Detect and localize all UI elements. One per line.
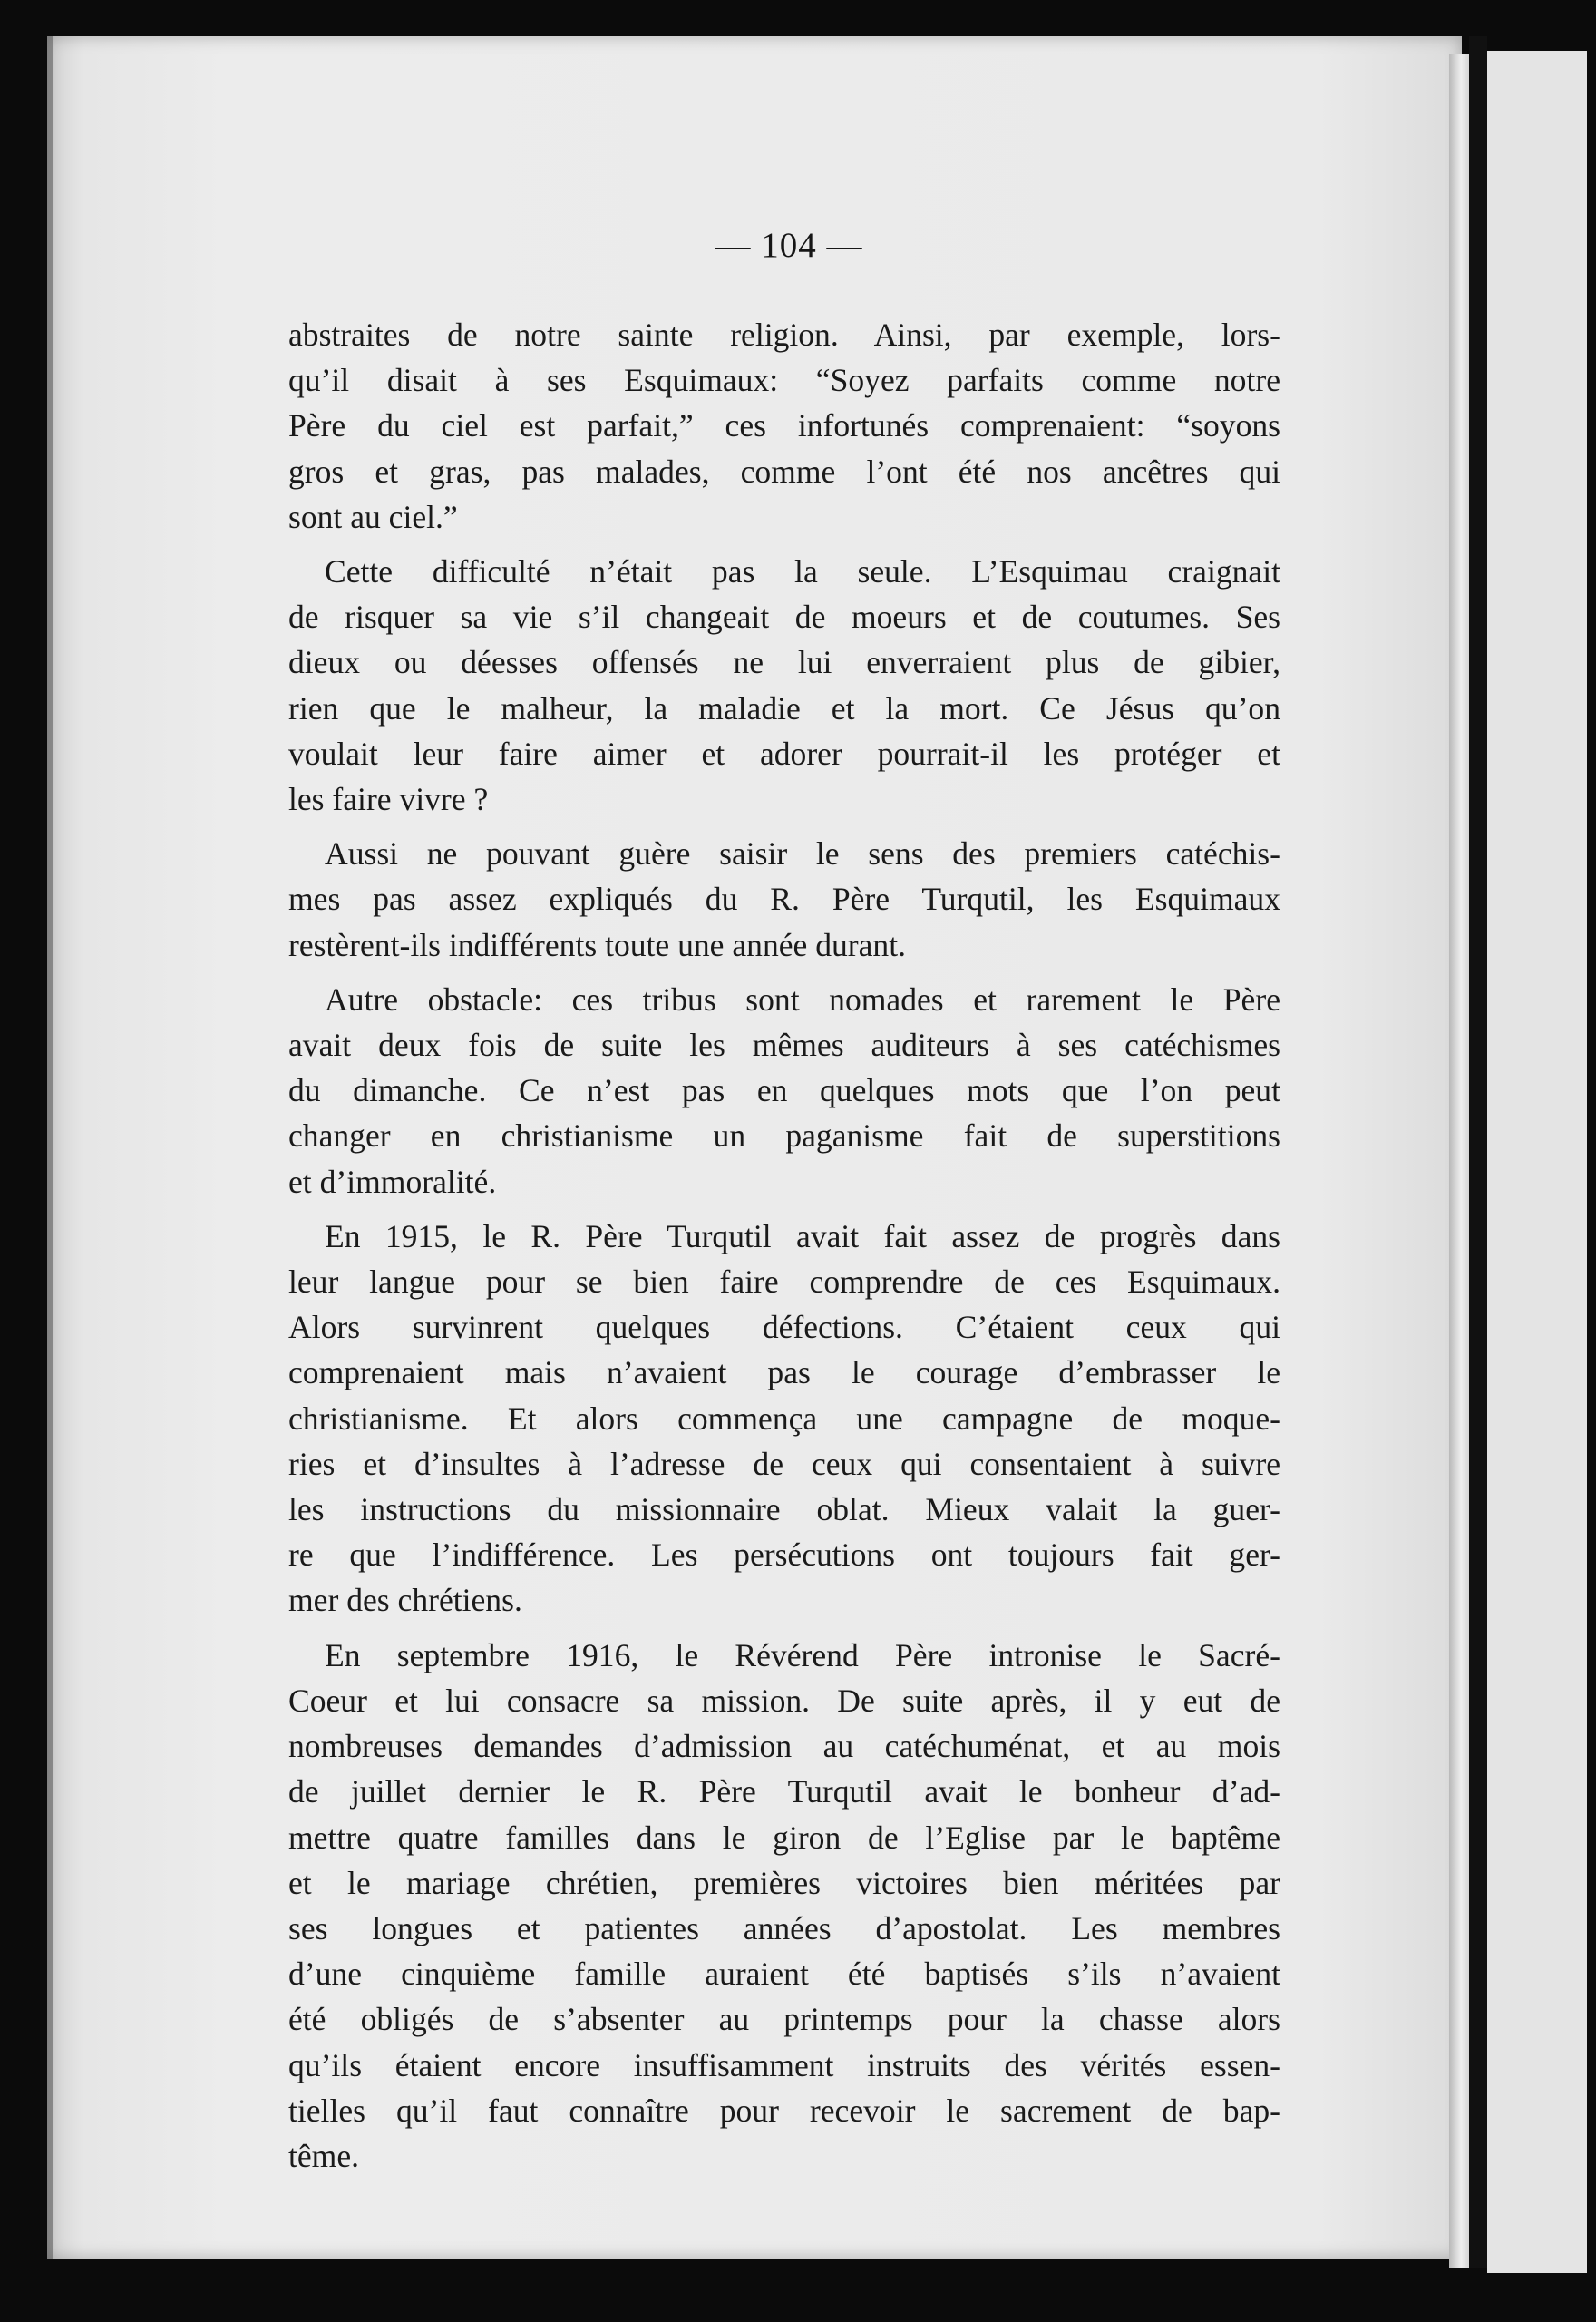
text-line: En 1915, le R. Père Turqutil avait fait assez de progrès dans	[325, 1217, 1280, 1254]
text-line: voulait leur faire aimer et adorer pourrait-il les protéger et	[288, 735, 1280, 772]
text-line: qu’il disait à ses Esquimaux: “Soyez parfaits comme notre	[288, 362, 1280, 399]
text-line: tême.	[288, 2137, 360, 2174]
text-line: Autre obstacle: ces tribus sont nomades et rarement le Père	[325, 981, 1280, 1018]
paragraph	[288, 1633, 1280, 2179]
text-line: gros et gras, pas malades, comme l’ont été nos ancêtres qui	[288, 453, 1280, 490]
binding-shadow	[1469, 36, 1487, 2268]
text-line: et le mariage chrétien, premières victoires bien méritées par	[288, 1864, 1280, 1901]
page-left-edge	[47, 36, 53, 2259]
paragraph	[288, 977, 1280, 1205]
text-line: qu’ils étaient encore insuffisamment instruits des vérités essen-	[288, 2046, 1280, 2083]
text-line: Père du ciel est parfait,” ces infortunés comprenaient: “soyons	[288, 407, 1280, 444]
text-line: mer des chrétiens.	[288, 1582, 522, 1619]
paragraph	[288, 1214, 1280, 1624]
text-line: Cette difficulté n’était pas la seule. L’Esquimau craignait	[325, 553, 1280, 590]
text-line: les instructions du missionnaire oblat. Mieux valait la guer-	[288, 1491, 1280, 1528]
text-line: changer en christianisme un paganisme fait de superstitions	[288, 1117, 1280, 1155]
text-line: rien que le malheur, la maladie et la mort. Ce Jésus qu’on	[288, 689, 1280, 727]
paragraph	[288, 549, 1280, 822]
text-line: ses longues et patientes années d’apostolat. Les membres	[288, 1909, 1280, 1946]
text-line: mettre quatre familles dans le giron de l’Eglise par le baptême	[288, 1819, 1280, 1856]
paragraph	[288, 312, 1280, 540]
text-line: restèrent-ils indifférents toute une année durant.	[288, 926, 907, 963]
text-line: sont au ciel.”	[288, 498, 458, 535]
text-line: Aussi ne pouvant guère saisir le sens des premiers catéchis-	[325, 835, 1280, 873]
body-text	[288, 312, 1280, 2179]
text-line: de risquer sa vie s’il changeait de moeurs et de coutumes. Ses	[288, 599, 1280, 636]
text-line: christianisme. Et alors commença une campagne de moque-	[288, 1400, 1280, 1437]
text-line: et d’immoralité.	[288, 1163, 497, 1200]
text-line: mes pas assez expliqués du R. Père Turqutil, les Esquimaux	[288, 881, 1280, 918]
page-number: — 104 —	[715, 226, 863, 265]
text-line: tielles qu’il faut connaître pour recevoir le sacrement de bap-	[288, 2092, 1280, 2129]
text-line: leur langue pour se bien faire comprendre de ces Esquimaux.	[288, 1263, 1280, 1301]
text-line: été obligés de s’absenter au printemps pour la chasse alors	[288, 2001, 1280, 2038]
facing-page-edge	[1487, 51, 1587, 2273]
text-line: dieux ou déesses offensés ne lui enverraient plus de gibier,	[288, 644, 1280, 681]
text-line: du dimanche. Ce n’est pas en quelques mots que l’on peut	[288, 1072, 1280, 1109]
text-line: les faire vivre ?	[288, 781, 489, 818]
text-line: abstraites de notre sainte religion. Ainsi, par exemple, lors-	[288, 317, 1280, 353]
text-line: En septembre 1916, le Révérend Père intronise le Sacré-	[325, 1636, 1280, 1673]
text-line: de juillet dernier le R. Père Turqutil avait le bonheur d’ad-	[288, 1773, 1280, 1810]
text-line: comprenaient mais n’avaient pas le courage d’embrasser le	[288, 1354, 1280, 1391]
text-line: avait deux fois de suite les mêmes auditeurs à ses catéchismes	[288, 1027, 1280, 1064]
paragraph	[288, 831, 1280, 968]
text-line: re que l’indifférence. Les persécutions ont toujours fait ger-	[288, 1537, 1280, 1574]
text-line: Coeur et lui consacre sa mission. De suite après, il y eut de	[288, 1682, 1280, 1719]
text-line: Alors survinrent quelques défections. C’étaient ceux qui	[288, 1309, 1280, 1346]
text-line: ries et d’insultes à l’adresse de ceux qui consentaient à suivre	[288, 1445, 1280, 1482]
text-line: d’une cinquième famille auraient été baptisés s’ils n’avaient	[288, 1956, 1280, 1993]
text-line: nombreuses demandes d’admission au catéchuménat, et au mois	[288, 1728, 1280, 1765]
book-gutter	[1449, 54, 1469, 2268]
